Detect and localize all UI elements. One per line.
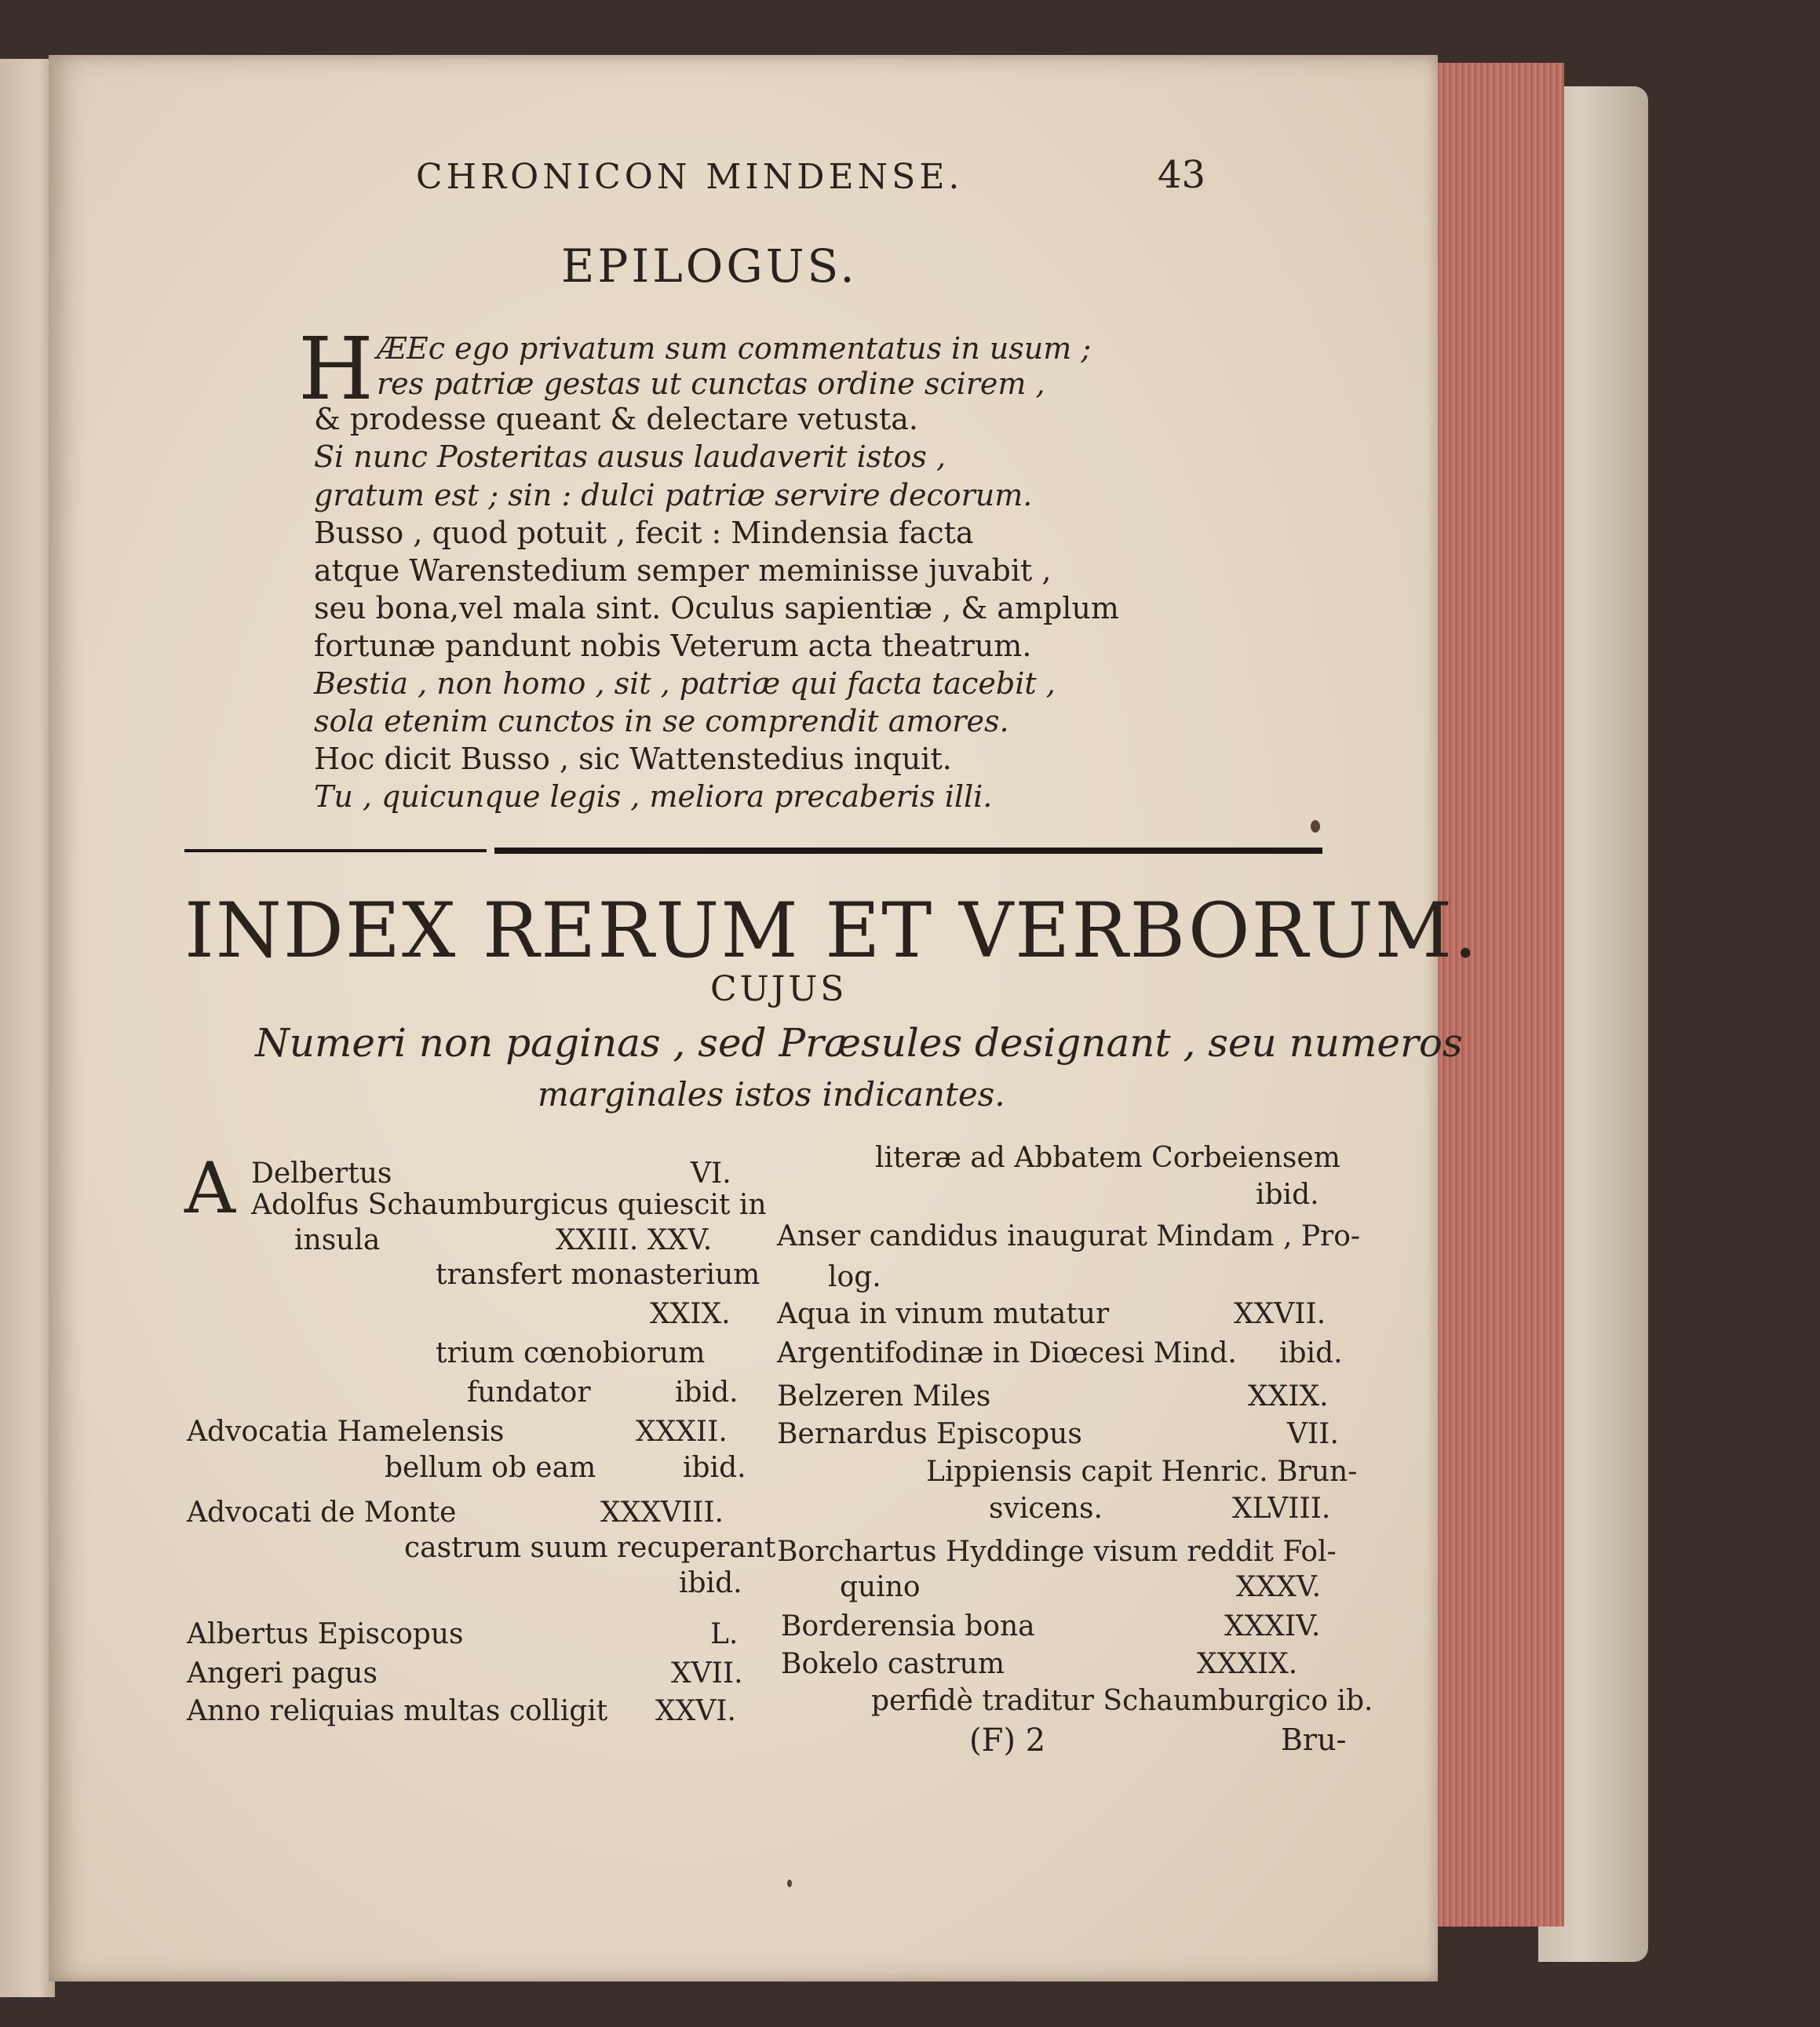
index-ref: XXVI.	[655, 1695, 736, 1727]
epilogue-drop-cap: H	[298, 319, 374, 419]
index-entry: log.	[828, 1261, 881, 1293]
index-entry: svicens.	[989, 1493, 1103, 1525]
index-entry: insula	[294, 1224, 381, 1256]
epilogue-line: Si nunc Posteritas ausus laudaverit istos ,	[314, 439, 946, 474]
epilogue-line: atque Warenstedium semper meminisse juvabit ,	[314, 553, 1052, 588]
index-entry: trium cœnobiorum	[436, 1337, 706, 1369]
epilogue-line: Bestia , non homo , sit , patriæ qui facta tacebit ,	[314, 666, 1056, 701]
index-entry: Adolfus Schaumburgicus quiescit in	[251, 1189, 767, 1221]
index-ref: L.	[710, 1618, 739, 1650]
index-cujus: CUJUS	[710, 969, 848, 1009]
index-ref: XVII.	[671, 1657, 743, 1690]
index-subtitle: Numeri non paginas , sed Præsules designant , seu numeros	[255, 1020, 1463, 1066]
index-ref: XXVII.	[1234, 1298, 1326, 1330]
left-page-edge	[0, 59, 55, 1997]
epilogue-line: Hoc dicit Busso , sic Wattenstedius inquit.	[314, 742, 952, 776]
index-entry: Angeri pagus	[187, 1657, 377, 1690]
index-entry: fundator	[467, 1376, 591, 1409]
index-entry: Belzeren Miles	[777, 1380, 991, 1413]
index-entry: perfidè traditur Schaumburgico ib.	[871, 1685, 1373, 1717]
running-title: CHRONICON MINDENSE.	[416, 157, 964, 197]
index-drop-cap: A	[184, 1147, 235, 1230]
index-entry: Albertus Episcopus	[187, 1618, 464, 1650]
ink-speck	[787, 1879, 792, 1887]
epilogue-line: sola etenim cunctos in se comprendit amores.	[314, 704, 1009, 738]
index-ref: ibid.	[683, 1452, 746, 1484]
index-title: INDEX RERUM ET VERBORUM.	[184, 887, 1479, 975]
index-ref: XXIX.	[1248, 1380, 1329, 1413]
index-ref: ibid.	[675, 1376, 739, 1409]
index-entry: Bernardus Episcopus	[777, 1418, 1082, 1450]
epilogue-line: Tu , quicunque legis , meliora precaberis illi.	[314, 779, 993, 814]
index-ref: XXXVIII.	[600, 1497, 724, 1529]
epilogue-line: seu bona,vel mala sint. Oculus sapientiæ , & amplum	[314, 591, 1119, 625]
catchword: Bru-	[1281, 1723, 1347, 1757]
epilogue-line: Busso , quod potuit , fecit : Mindensia facta	[314, 516, 974, 550]
index-entry: literæ ad Abbatem Corbeiensem	[875, 1142, 1340, 1174]
index-entry: Aqua in vinum mutatur	[777, 1298, 1110, 1330]
index-subtitle: marginales istos indicantes.	[538, 1075, 1005, 1114]
page-edges	[1424, 63, 1564, 1927]
index-entry: Delbertus	[251, 1158, 392, 1190]
index-entry: castrum suum recuperant	[404, 1532, 776, 1564]
index-ref: VII.	[1287, 1418, 1339, 1450]
index-ref: VI.	[691, 1158, 731, 1190]
index-ref: XXIX.	[650, 1298, 731, 1330]
section-rule	[184, 849, 487, 852]
ink-speck	[1311, 820, 1320, 833]
epilogue-title: EPILOGUS.	[561, 239, 858, 293]
index-ref: XXXIV.	[1224, 1610, 1321, 1642]
index-entry: Anser candidus inaugurat Mindam , Pro-	[777, 1220, 1361, 1252]
index-entry: Advocati de Monte	[187, 1497, 457, 1529]
index-ref: XXIII. XXV.	[556, 1224, 713, 1256]
index-ref: XXXII.	[636, 1416, 728, 1448]
epilogue-line: res patriæ gestas ut cunctas ordine scirem ,	[377, 366, 1045, 401]
section-rule	[494, 848, 1322, 854]
epilogue-line: ÆEc ego privatum sum commentatus in usum ;	[377, 331, 1092, 366]
index-entry: transfert monasterium	[436, 1259, 760, 1291]
epilogue-line: & prodesse queant & delectare vetusta.	[314, 402, 918, 436]
index-entry: Borderensia bona	[781, 1610, 1035, 1642]
page-number: 43	[1158, 153, 1206, 197]
signature-mark: (F) 2	[969, 1723, 1046, 1759]
index-entry: Advocatia Hamelensis	[187, 1416, 505, 1448]
index-entry: Argentifodinæ in Diœcesi Mind.	[777, 1337, 1237, 1369]
index-ref: XLVIII.	[1232, 1493, 1331, 1525]
index-ref: XXXIX.	[1197, 1648, 1298, 1680]
epilogue-line: gratum est ; sin : dulci patriæ servire decorum.	[314, 478, 1033, 512]
index-ref: ibid.	[679, 1567, 742, 1599]
index-entry: Lippiensis capit Henric. Brun-	[926, 1456, 1358, 1488]
index-entry: Bokelo castrum	[781, 1648, 1005, 1680]
index-ref: XXXV.	[1236, 1571, 1322, 1603]
index-entry: Borchartus Hyddinge visum reddit Fol-	[777, 1536, 1337, 1568]
index-entry: quino	[840, 1571, 921, 1603]
index-entry: Anno reliquias multas colligit	[187, 1695, 608, 1727]
index-entry: bellum ob eam	[385, 1452, 596, 1484]
index-ref: ibid.	[1279, 1337, 1343, 1369]
epilogue-line: fortunæ pandunt nobis Veterum acta theatrum.	[314, 629, 1032, 663]
index-ref: ibid.	[1256, 1179, 1319, 1211]
